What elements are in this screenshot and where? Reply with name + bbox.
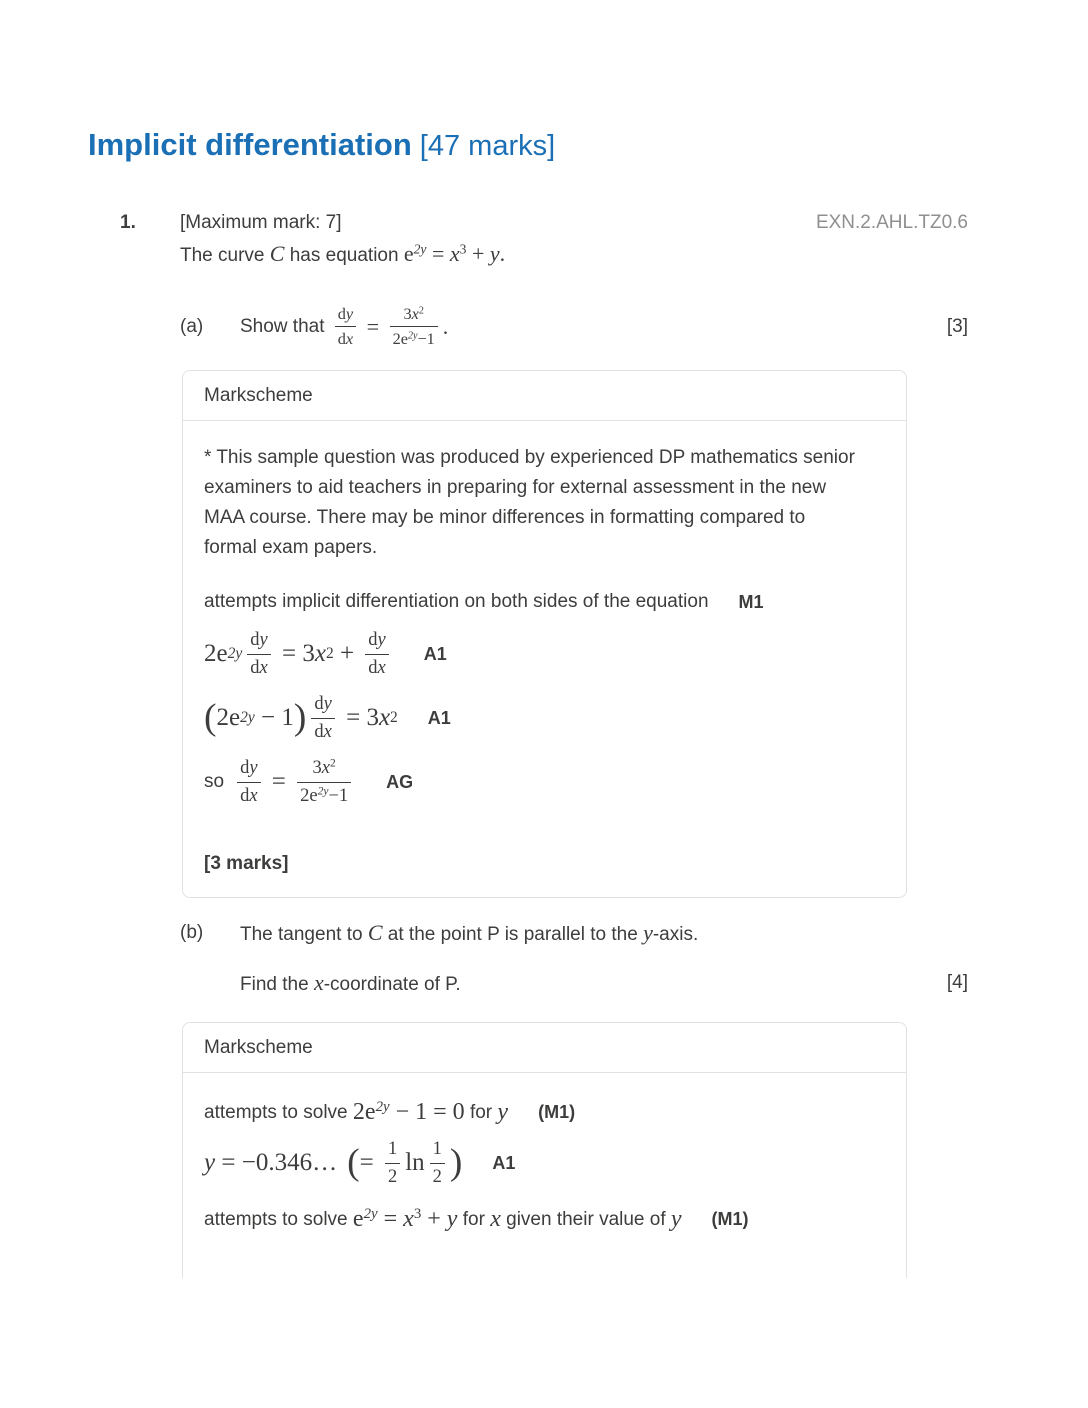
math-token: x	[378, 704, 391, 731]
math-token: C	[269, 241, 285, 266]
result-fraction	[390, 306, 438, 348]
math-token: y	[497, 1099, 509, 1125]
math-token: =	[215, 1149, 242, 1176]
total-marks-label: [47 marks]	[419, 130, 556, 162]
math-token: x	[411, 304, 419, 323]
math-token: 3	[403, 304, 412, 323]
m1-mark: (M1)	[538, 1102, 576, 1122]
math-token: 3	[413, 1205, 422, 1222]
part-b-text: Find the	[240, 974, 314, 995]
math-token: =	[339, 704, 367, 731]
fraction-numerator	[400, 306, 426, 326]
math-token: 2y	[375, 1098, 390, 1115]
math-token: −0.346…	[241, 1149, 338, 1176]
solve-equation	[353, 1099, 465, 1126]
math-token: x	[377, 657, 386, 678]
math-token: −1	[328, 785, 349, 806]
part-a-marks: [3]	[946, 315, 968, 337]
math-token: −1	[417, 329, 435, 349]
ms2-text: for	[464, 1101, 498, 1123]
a1-mark: A1	[427, 707, 451, 728]
markscheme-box-1	[182, 370, 907, 898]
ms2-line1	[204, 1099, 885, 1126]
math-token: 2	[418, 305, 424, 317]
math-token: y	[345, 304, 354, 323]
part-b-row-1	[180, 920, 968, 946]
m1-mark: M1	[738, 591, 764, 612]
ag-mark: AG	[386, 771, 414, 792]
math-token: e	[352, 1206, 364, 1232]
math-token: y	[489, 241, 500, 266]
dydx-fraction	[311, 695, 334, 741]
fraction-denominator	[297, 782, 351, 806]
math-token: ln	[405, 1149, 425, 1176]
fraction-denominator	[365, 654, 388, 678]
fraction-numerator	[237, 759, 260, 782]
math-token: d	[337, 329, 346, 349]
math-token: 2y	[413, 241, 427, 257]
fraction-denominator	[390, 326, 438, 347]
math-token: d	[240, 758, 250, 778]
math-token: 2e	[300, 785, 318, 806]
fraction-denominator	[335, 326, 356, 347]
so-text: so	[204, 771, 225, 792]
part-b-text: -coordinate of P.	[323, 974, 461, 995]
math-token: y	[377, 630, 386, 650]
math-token: y	[643, 920, 653, 945]
math-token: 2y	[317, 785, 329, 798]
fraction-denominator	[311, 718, 334, 742]
ms2-line2	[204, 1140, 885, 1186]
math-token: +	[333, 640, 361, 667]
question-reference: EXN.2.AHL.TZ0.6	[815, 212, 968, 233]
math-token: x	[249, 785, 258, 806]
math-token: 3	[312, 758, 322, 778]
part-b-line2	[240, 970, 461, 996]
math-token: 2e	[392, 329, 408, 349]
fraction-numerator: 1	[432, 1139, 442, 1159]
part-b-marks: [4]	[946, 972, 968, 993]
math-token: d	[240, 785, 250, 806]
math-token: .	[442, 313, 449, 339]
math-token: d	[250, 630, 260, 650]
curve-equation-line	[180, 241, 505, 267]
derivative-fraction	[330, 306, 448, 348]
math-token: x	[323, 721, 332, 742]
math-token: e	[403, 241, 414, 266]
math-token: 3	[366, 704, 379, 731]
intro-text: The curve	[180, 245, 270, 266]
part-b-text: at the point P is parallel to the	[382, 924, 644, 945]
markscheme-header: Markscheme	[183, 371, 906, 421]
part-b-text: -axis.	[652, 924, 699, 945]
part-b-label: (b)	[180, 922, 204, 943]
disclaimer-text: * This sample question was produced by experienced DP mathematics senior examiners to aid teachers in preparing for external assessment in the new MAA course. There may be minor differences in formatting compared to formal exam papers.	[204, 447, 855, 558]
math-token: x	[345, 329, 354, 349]
math-token: 2	[330, 757, 336, 770]
half-fraction	[430, 1140, 445, 1186]
math-token: y	[249, 758, 258, 778]
part-a-label: (a)	[180, 315, 204, 337]
ag-line	[204, 759, 885, 805]
math-token: 2e	[216, 704, 241, 731]
math-token: y	[446, 1206, 458, 1232]
math-token: 2y	[363, 1205, 378, 1222]
markscheme-header: Markscheme	[183, 1023, 906, 1073]
ms2-line3	[204, 1206, 885, 1233]
equation-2: ( 2e 2y − 1 ) $\frac{dy}{dx}$ = 3 x 2 A1	[204, 694, 451, 742]
math-token: C	[367, 920, 383, 945]
math-token: x	[321, 758, 331, 778]
ms2-text: given their value of	[500, 1208, 671, 1230]
math-token: 2e	[204, 640, 228, 667]
math-token: 3	[459, 241, 467, 257]
fraction-denominator	[237, 782, 260, 806]
fraction-numerator	[310, 759, 339, 782]
intro-text: has equation	[284, 245, 404, 266]
a1-mark: A1	[423, 643, 447, 664]
math-token: x	[490, 1206, 501, 1232]
maximum-mark-label: [Maximum mark: 7]	[180, 212, 342, 233]
math-token: x	[314, 640, 326, 667]
right-paren: )	[293, 697, 307, 739]
fraction-numerator	[247, 631, 270, 654]
question-header	[120, 212, 968, 234]
math-token: d	[337, 304, 346, 323]
math-token: − 1 = 0	[389, 1099, 465, 1125]
left-paren: (	[204, 697, 217, 739]
math-token: =	[265, 768, 293, 795]
dydx-fraction	[247, 631, 270, 677]
math-token: 2e	[352, 1099, 376, 1125]
math-token: d	[314, 721, 324, 742]
title-text: Implicit differentiation	[88, 127, 412, 162]
ms2-text: for	[457, 1208, 491, 1230]
dydx-fraction	[365, 631, 388, 677]
curve-equation	[404, 241, 505, 267]
math-token: y	[323, 694, 332, 714]
m1-line	[204, 591, 885, 613]
m1-mark: (M1)	[711, 1209, 749, 1229]
question-number: 1.	[120, 212, 136, 233]
dydx-fraction	[335, 306, 356, 348]
math-token: d	[314, 694, 324, 714]
math-token: y	[670, 1206, 682, 1232]
math-token: =	[359, 1149, 380, 1176]
m1-text: attempts implicit differentiation on both sides of the equation	[204, 591, 709, 612]
math-token: x	[259, 657, 268, 678]
math-token: 1	[281, 704, 294, 731]
markscheme-body	[183, 421, 906, 875]
math-token: x	[313, 970, 324, 995]
left-paren: (	[347, 1142, 360, 1184]
half-fraction	[385, 1140, 400, 1186]
math-token: 2y	[407, 330, 418, 342]
fraction-denominator	[247, 654, 270, 678]
math-token: 3	[302, 640, 315, 667]
math-token: =	[426, 241, 450, 266]
page-title	[88, 126, 555, 164]
fraction-numerator	[311, 695, 334, 718]
math-token: x	[403, 1206, 414, 1232]
part-a-row	[180, 306, 968, 348]
math-token: d	[250, 657, 260, 678]
math-token: =	[361, 313, 385, 339]
math-token: +	[466, 241, 490, 266]
ms2-text: attempts to solve	[204, 1101, 353, 1123]
math-token: y	[204, 1149, 216, 1176]
show-that-text: Show that	[240, 315, 330, 337]
fraction-numerator	[335, 306, 356, 326]
fraction-denominator: 2	[430, 1163, 445, 1187]
math-token: +	[421, 1206, 447, 1232]
math-token: d	[368, 630, 378, 650]
dydx-fraction	[237, 759, 260, 805]
result-fraction	[297, 759, 351, 805]
math-token: .	[499, 241, 506, 266]
math-token: =	[377, 1206, 404, 1232]
math-token: d	[368, 657, 378, 678]
markscheme-body	[183, 1073, 906, 1233]
a1-mark: A1	[492, 1152, 516, 1173]
math-token: x	[449, 241, 460, 266]
part-a-question	[240, 306, 448, 348]
fraction-numerator	[365, 631, 388, 654]
ms2-text: attempts to solve	[204, 1208, 353, 1230]
math-token: =	[275, 640, 303, 667]
math-token: −	[254, 704, 282, 731]
math-token: y	[259, 630, 268, 650]
part-b-row-2	[180, 970, 968, 996]
equation-1: 2e 2y $\frac{dy}{dx}$ = 3 x 2 + $\frac{dy}{dx}$ A1	[204, 630, 447, 678]
markscheme-box-2	[182, 1022, 907, 1278]
fraction-numerator: 1	[387, 1139, 398, 1159]
part-b-line1	[240, 920, 698, 946]
marks-total: [3 marks]	[204, 853, 289, 874]
part-b-text: The tangent to	[240, 924, 368, 945]
solve-equation	[353, 1206, 458, 1233]
fraction-denominator: 2	[385, 1163, 400, 1187]
right-paren: )	[449, 1142, 463, 1184]
